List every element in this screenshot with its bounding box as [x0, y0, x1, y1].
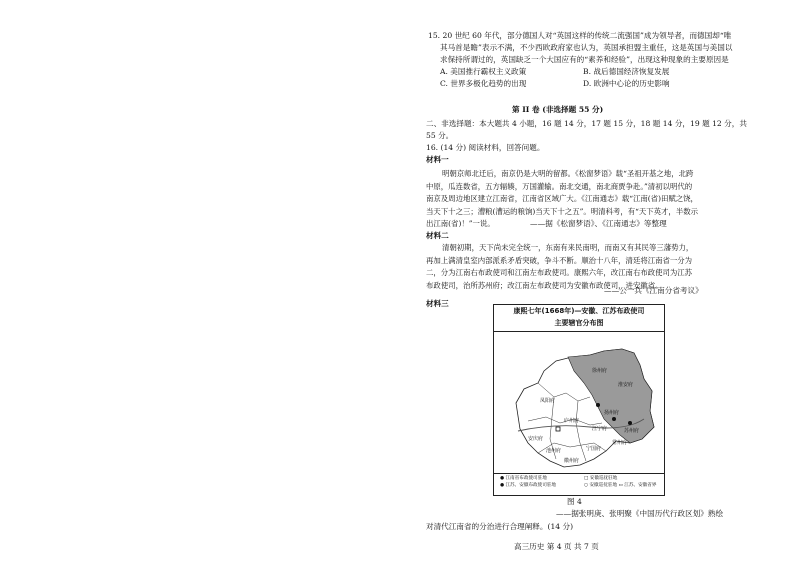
figure-source: ——据张明庚、张明聚《中国历代行政区划》熟绘	[556, 509, 724, 518]
map-title-line1: 康熙七年(1668年)—安徽、江苏布政使司	[513, 307, 645, 315]
map-label-suzhou: 苏州府	[624, 428, 640, 434]
seat-marker-1	[596, 403, 600, 407]
section-intro-2: 55 分。	[426, 131, 454, 140]
map-label-xuzhou: 徐州府	[592, 368, 608, 374]
material2-label: 材料二	[426, 231, 449, 240]
map-label-jiangning: 江宁府	[592, 426, 608, 432]
map-label-chizhou: 池州府	[546, 448, 562, 454]
map-title-line2: 主要辖官分布图	[554, 319, 604, 327]
material3-label: 材料三	[426, 299, 449, 308]
map-label-ningguo: 宁国府	[586, 446, 602, 452]
map-title	[494, 305, 664, 332]
legend-item-2: ● 江苏、安徽布政使司驻地	[500, 483, 557, 488]
q15-option-c: C. 世界多极化趋势的出现	[440, 79, 527, 88]
q15-line3: 求保持所谓过的，英国缺乏一个大国应有的“素养和经验”，出现这种现象的主要原因是	[440, 55, 729, 64]
map-label-anqing: 安庆府	[528, 436, 544, 442]
legend-item-3: □ 安徽巡抚驻地	[584, 476, 618, 481]
page-footer: 高三历史 第 4 页 共 7 页	[514, 542, 599, 551]
q15-option-a: A. 美国推行霸权主义政策	[440, 67, 527, 76]
map-label-luzhou: 庐州府	[564, 418, 580, 424]
seat-marker-4	[556, 427, 560, 431]
map-label-fengyang: 凤阳府	[540, 398, 556, 404]
q15-line1: 15. 20 世纪 60 年代，部分德国人对“英国这样的传统二流强国”成为领导者，而德国却“唯	[428, 31, 732, 40]
legend-item-4: ○ 安徽巡抚驻地 ▭ 江苏、安徽省界	[584, 483, 657, 488]
seat-marker-3	[628, 421, 632, 425]
map-drawing	[494, 331, 664, 473]
q16-question: 对清代江南省的分治进行合理阐释。(14 分)	[426, 522, 574, 531]
legend-item-1: ● 江南省布政使司驻地	[500, 476, 547, 481]
map-label-changzhou: 常州府	[612, 440, 628, 446]
material1-label: 材料一	[426, 155, 449, 164]
section-title: 第 II 卷 (非选择题 55 分)	[512, 105, 604, 114]
material2-source: ——公一兵《江南分省考议》	[604, 286, 703, 295]
q15-option-b: B. 战后德国经济恢复发展	[583, 67, 670, 76]
q15-line2: 其马首是瞻”表示不满，不少西欧政府家也认为，英国承担盟主重任，这是英国与美国以	[440, 43, 733, 52]
material1-source: ——据《松窗梦语》、《江南通志》等整理	[530, 219, 667, 228]
map-label-huizhou: 徽州府	[564, 458, 580, 464]
map-label-yangzhou: 扬州府	[604, 410, 620, 416]
map-legend	[494, 473, 664, 496]
section-intro-1: 二、非选择题：本大题共 4 小题，16 题 14 分，17 题 15 分，18 题 14 分，19 题 12 分，共	[426, 119, 747, 128]
q16-heading: 16. (14 分) 阅读材料，回答问题。	[426, 143, 545, 152]
material1-text: 明朝京师北迁后，南京仍是大明的留都。《松窗梦语》载“圣祖开基之地，北跨中原，瓜连数省，五方辐辏，万国灌输。南北交通，南北商贾争赴。”清初以明代的南京及周边地区建立江南省，江南省区域广大。《江南通志》载“江南(省)田赋之饶，当天下十之三；漕粮(漕运的粮饷)当天下十之五”。明清科考，有“天下英才，半数示出江南(省)！”一说。	[426, 169, 698, 229]
q15-option-d: D. 欧洲中心论的历史影响	[583, 79, 670, 88]
figure-label: 图 4	[567, 497, 582, 506]
seat-marker-2	[612, 417, 616, 421]
jiangnan-map	[493, 304, 665, 496]
boundary-4	[576, 401, 586, 461]
jiangsu-shaded-area	[568, 349, 654, 443]
map-label-huaian: 淮安府	[618, 382, 634, 388]
material2-text: 清朝初期，天下尚未完全统一，东南有来民南明，而南又有其民等三藩势力，再加上满清皇室内部派系矛盾突破，争斗不断。顺治十八年，清廷将江南省一分为二，分为江南右布政使司和江南左布政使司。康熙六年，改江南右布政使司为江苏布政使司，治所苏州府；改江南左布政使司为安徽布政使司，进安徽省。	[426, 243, 694, 290]
